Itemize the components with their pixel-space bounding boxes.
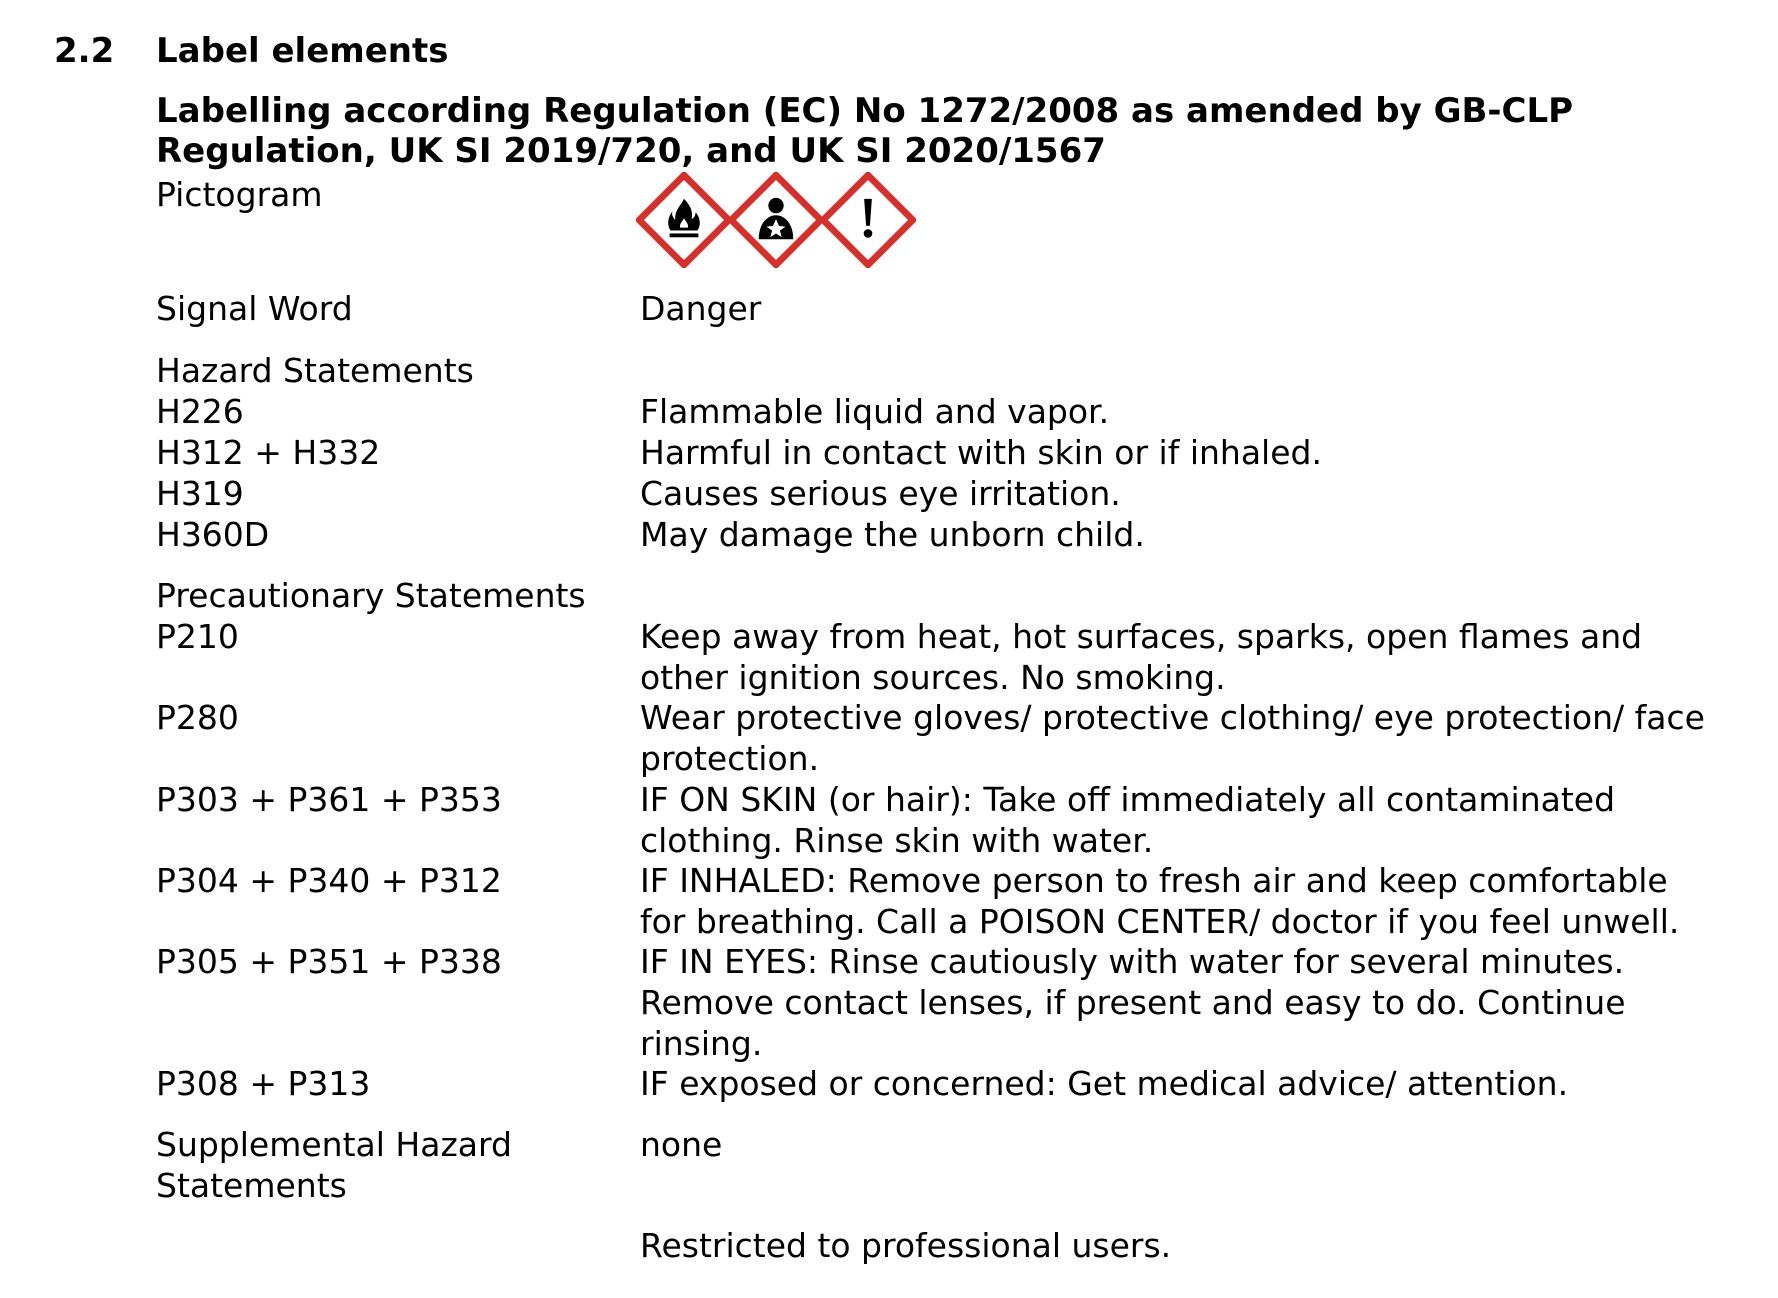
- hazard-code: H312 + H332: [156, 433, 381, 472]
- pictogram-row: [636, 172, 912, 272]
- precaution-text-line: protection.: [640, 739, 820, 778]
- precaution-code: P308 + P313: [156, 1064, 371, 1103]
- precaution-code: P303 + P361 + P353: [156, 780, 502, 819]
- hazard-text: Causes serious eye irritation.: [640, 474, 1121, 513]
- exclamation-mark-icon: [820, 172, 916, 268]
- precaution-text-line: IF INHALED: Remove person to fresh air and keep comfortable: [640, 861, 1668, 900]
- precaution-text: [640, 697, 1705, 779]
- precaution-text-line: clothing. Rinse skin with water.: [640, 821, 1154, 860]
- signal-word-value: Danger: [640, 289, 762, 328]
- precaution-text-line: IF IN EYES: Rinse cautiously with water for several minutes.: [640, 942, 1625, 981]
- precaution-text-line: rinsing.: [640, 1024, 763, 1063]
- precautionary-statements-label: Precautionary Statements: [156, 576, 586, 615]
- hazard-code: H360D: [156, 515, 270, 554]
- precaution-text: [640, 779, 1615, 861]
- precaution-code: P305 + P351 + P338: [156, 942, 502, 981]
- supplemental-label: [156, 1124, 512, 1206]
- supplemental-label-line: Statements: [156, 1166, 347, 1205]
- hazard-code: H319: [156, 474, 244, 513]
- precaution-text-line: IF exposed or concerned: Get medical advice/ attention.: [640, 1064, 1569, 1103]
- health-hazard-icon: [728, 172, 824, 268]
- supplemental-label-line: Supplemental Hazard: [156, 1125, 512, 1164]
- precaution-text-line: other ignition sources. No smoking.: [640, 658, 1226, 697]
- precaution-text-line: IF ON SKIN (or hair): Take off immediately all contaminated: [640, 780, 1616, 819]
- hazard-text: Harmful in contact with skin or if inhaled.: [640, 433, 1322, 472]
- precaution-code: P280: [156, 698, 239, 737]
- precaution-text-line: for breathing. Call a POISON CENTER/ doctor if you feel unwell.: [640, 902, 1680, 941]
- hazard-text: Flammable liquid and vapor.: [640, 392, 1110, 431]
- precaution-code: P210: [156, 617, 239, 656]
- precaution-text: [640, 1063, 1568, 1104]
- restriction-note: Restricted to professional users.: [640, 1226, 1172, 1265]
- precaution-text-line: Remove contact lenses, if present and easy to do. Continue: [640, 983, 1626, 1022]
- precaution-text: [640, 616, 1642, 698]
- supplemental-value: none: [640, 1125, 723, 1164]
- precaution-code: P304 + P340 + P312: [156, 861, 502, 900]
- section-number: 2.2: [54, 31, 115, 71]
- precaution-text-line: Wear protective gloves/ protective clothing/ eye protection/ face: [640, 698, 1705, 737]
- regulation-heading: [156, 91, 1656, 171]
- precaution-text: [640, 941, 1626, 1064]
- hazard-code: H226: [156, 392, 244, 431]
- regulation-line-2: Regulation, UK SI 2019/720, and UK SI 2020/1567: [156, 131, 1106, 171]
- hazard-text: May damage the unborn child.: [640, 515, 1145, 554]
- regulation-line-1: Labelling according Regulation (EC) No 1272/2008 as amended by GB-CLP: [156, 91, 1574, 131]
- hazard-statements-label: Hazard Statements: [156, 351, 474, 390]
- precaution-text: [640, 860, 1679, 942]
- signal-word-label: Signal Word: [156, 289, 353, 328]
- precaution-text-line: Keep away from heat, hot surfaces, sparks, open flames and: [640, 617, 1643, 656]
- section-title: Label elements: [156, 31, 449, 71]
- flame-icon: [636, 172, 732, 268]
- pictogram-label: Pictogram: [156, 175, 323, 214]
